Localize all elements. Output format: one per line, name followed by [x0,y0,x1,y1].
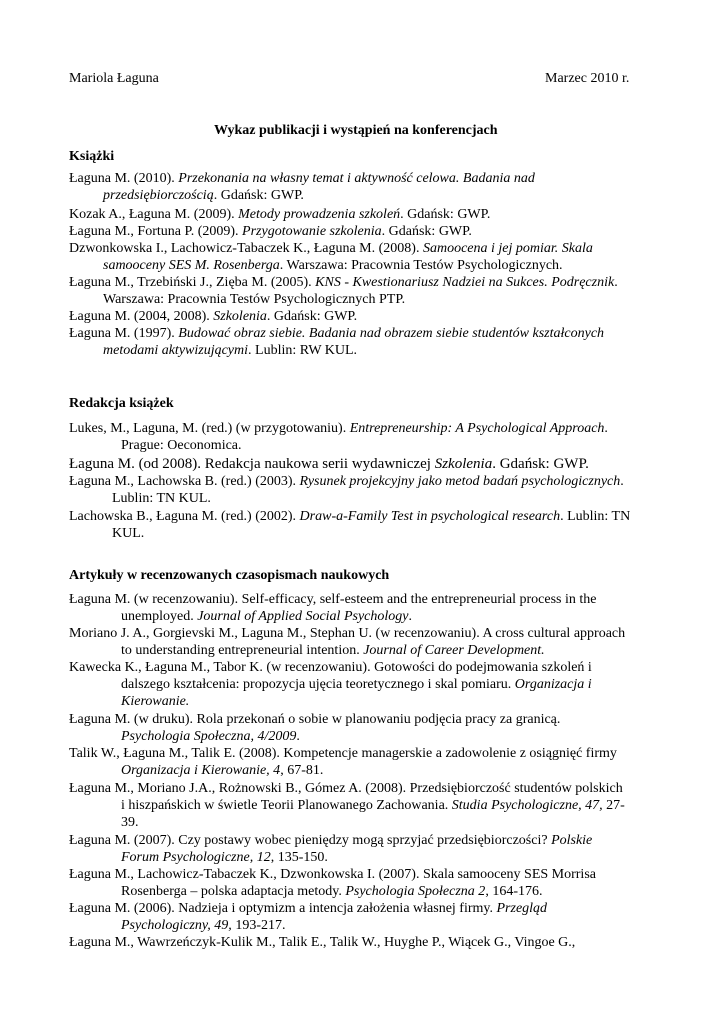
edited-entry: Lachowska B., Łaguna M. (red.) (2002). Draw-a-Family Test in psychological research. Lublin: TN KUL. [69,509,631,541]
edited-entry: Lukes, M., Laguna, M. (red.) (w przygotowaniu). Entrepreneurship: A Psychological Approach. Prague: Oeconomica. [69,421,608,453]
article-entry: Łaguna M. (2006). Nadzieja i optymizm a intencja założenia własnej firmy. Przegląd Psychologiczny, 49, 193-217. [69,901,548,933]
article-entry: Łaguna M. (w druku). Rola przekonań o sobie w planowaniu podjęcia pracy za granicą. Psychologia Społeczna, 4/2009. [69,712,561,744]
edited-entry: Łaguna M., Lachowska B. (red.) (2003). Rysunek projekcyjny jako metod badań psychologicznych. Lublin: TN KUL. [69,474,624,506]
book-entry: Łaguna M. (2010). Przekonania na własny temat i aktywność celowa. Badania nad przedsiębiorczością. Gdańsk: GWP. [69,171,535,203]
document-title: Wykaz publikacji i wystąpień na konferencjach [214,123,498,138]
article-entry: Łaguna M., Lachowicz-Tabaczek K., Dzwonkowska I. (2007). Skala samooceny SES Morrisa Rosenberga – polska adaptacja metody. Psychologia Społeczna 2, 164-176. [69,867,596,899]
article-entry: Kawecka K., Łaguna M., Tabor K. (w recenzowaniu). Gotowości do podejmowania szkoleń i dalszego kształcenia: propozycja ujęcia teoretycznego i skal pomiaru. Organizacja i Kierowanie. [69,660,592,709]
article-entry: Moriano J. A., Gorgievski M., Laguna M., Stephan U. (w recenzowaniu). A cross cultural approach to understanding entrepreneurial intention. Journal of Career Development. [69,626,626,658]
article-entry: Łaguna M. (w recenzowaniu). Self-efficacy, self-esteem and the entrepreneurial process in the unemployed. Journal of Applied Social Psychology. [69,592,597,624]
author-name: Mariola Łaguna [69,71,159,86]
book-entry: Łaguna M., Trzebiński J., Zięba M. (2005). KNS - Kwestionariusz Nadziei na Sukces. Podręcznik. Warszawa: Pracownia Testów Psychologicznych PTP. [69,275,618,307]
book-entry: Łaguna M. (1997). Budować obraz siebie. Badania nad obrazem siebie studentów kształconych metodami aktywizującymi. Lublin: RW KUL. [69,326,605,358]
book-entry: Łaguna M. (2004, 2008). Szkolenia. Gdańsk: GWP. [69,309,358,324]
section-heading-articles: Artykuły w recenzowanych czasopismach naukowych [69,568,390,583]
section-heading-books: Książki [69,149,115,164]
article-entry: Łaguna M., Moriano J.A., Rożnowski B., Gómez A. (2008). Przedsiębiorczość studentów polskich i hiszpańskich w świetle Teorii Planowanego Zachowania. Studia Psychologiczne, 47, 27- 39. [69,781,625,830]
article-entry: Łaguna M., Wawrzeńczyk-Kulik M., Talik E., Talik W., Huyghe P., Wiącek G., Vingoe G., [69,935,576,950]
section-heading-edited: Redakcja książek [69,396,174,411]
book-entry: Kozak A., Łaguna M. (2009). Metody prowadzenia szkoleń. Gdańsk: GWP. [69,207,491,222]
edited-entry: Łaguna M. (od 2008). Redakcja naukowa serii wydawniczej Szkolenia. Gdańsk: GWP. [69,456,589,472]
document-date: Marzec 2010 r. [545,71,630,86]
book-entry: Łaguna M., Fortuna P. (2009). Przygotowanie szkolenia. Gdańsk: GWP. [69,224,472,239]
article-entry: Talik W., Łaguna M., Talik E. (2008). Kompetencje managerskie a zadowolenie z osiągnięć firmy Organizacja i Kierowanie, 4, 67-81. [69,746,617,778]
article-entry: Łaguna M. (2007). Czy postawy wobec pieniędzy mogą sprzyjać przedsiębiorczości? Polskie Forum Psychologiczne, 12, 135-150. [69,833,593,865]
book-entry: Dzwonkowska I., Lachowicz-Tabaczek K., Łaguna M. (2008). Samoocena i jej pomiar. Skala samooceny SES M. Rosenberga. Warszawa: Pracownia Testów Psychologicznych. [69,241,593,273]
